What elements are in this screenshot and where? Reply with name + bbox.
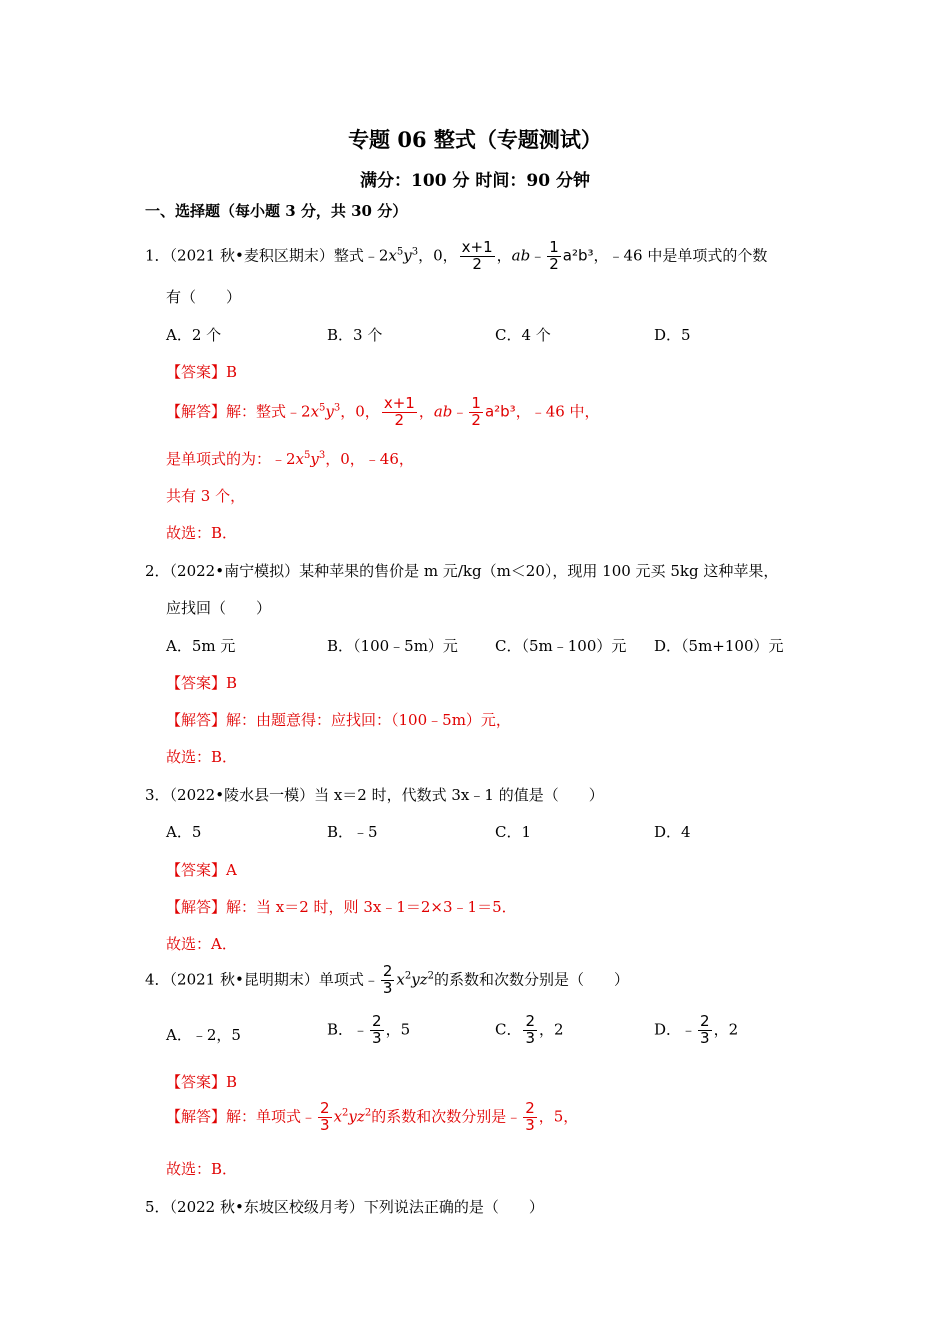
solution-3: 【解答】解：当 x＝2 时，则 3x﹣1＝2×3﹣1＝5． — [166, 898, 517, 916]
option-c: C．1 — [495, 823, 532, 841]
solution-2-line2: 故选：B． — [166, 748, 238, 766]
answer-3: 【答案】A — [166, 861, 237, 879]
option-a: A．﹣2，5 — [166, 1026, 241, 1044]
option-a: A．5m 元 — [166, 637, 236, 655]
page-subtitle: 满分：100 分 时间：90 分钟 — [360, 171, 590, 191]
question-3: 3．（2022•陵水县一模）当 x＝2 时，代数式 3x﹣1 的值是（ ） — [145, 786, 604, 804]
option-a: A．2 个 — [166, 326, 222, 344]
option-d: D．﹣ $\frac{2}{3}$ ，2 — [654, 1012, 739, 1047]
option-b: B．﹣ $\frac{2}{3}$ ，5 — [327, 1012, 411, 1047]
solution-4-line2: 故选：B． — [166, 1160, 238, 1178]
option-c: C．4 个 — [495, 326, 551, 344]
section-heading: 一、选择题（每小题 3 分，共 30 分） — [145, 202, 408, 220]
option-a: A．5 — [166, 823, 202, 841]
answer-2: 【答案】B — [166, 674, 238, 692]
fraction: $\frac{1}{2}$ — [549, 238, 559, 273]
option-c: C． $\frac{2}{3}$ ，2 — [495, 1012, 564, 1047]
option-d: D．（5m+100）元 — [654, 637, 784, 655]
question-2-line2: 应找回（ ） — [166, 599, 272, 617]
fraction: $\frac{2}{3}$ — [320, 1099, 330, 1134]
solution-1-line2: 是单项式的为：$﹣2x^5y^3$，0，﹣46， — [166, 450, 414, 468]
answer-4: 【答案】B — [166, 1073, 238, 1091]
question-4: 4．（2021 秋•昆明期末）单项式﹣ $\frac{2}{3}$ $x^2yz^2$的系数和次数分别是（ ） — [145, 962, 630, 997]
question-5: 5．（2022 秋•东坡区校级月考）下列说法正确的是（ ） — [145, 1198, 544, 1216]
fraction: $\frac{x+1}{2}$ — [461, 238, 493, 273]
answer-1: 【答案】B — [166, 363, 238, 381]
page-title: 专题 06 整式（专题测试） — [348, 127, 602, 152]
option-c: C．（5m﹣100）元 — [495, 637, 627, 655]
solution-4: 【解答】解：单项式﹣ $\frac{2}{3}$ $x^2yz^2$的系数和次数分别是﹣ $\frac{2}{3}$ ，5， — [166, 1099, 579, 1134]
fraction: $\frac{2}{3}$ — [525, 1012, 536, 1047]
question-2: 2．（2022•南宁模拟）某种苹果的售价是 m 元/kg（m＜20），现用 100 元买 5kg 这种苹果， — [145, 562, 779, 580]
fraction: $\frac{2}{3}$ — [372, 1012, 382, 1047]
fraction: $\frac{1}{2}$ — [471, 394, 481, 429]
option-b: B．﹣5 — [327, 823, 378, 841]
option-b: B．（100﹣5m）元 — [327, 637, 458, 655]
fraction: $\frac{2}{3}$ — [700, 1012, 710, 1047]
solution-1-line4: 故选：B． — [166, 524, 238, 542]
fraction: $\frac{x+1}{2}$ — [383, 394, 415, 429]
solution-1: 【解答】解：整式$﹣2x^5y^3$，0， $\frac{x+1}{2}$ ，ab﹣ $\frac{1}{2}$ a²b³，﹣46 中， — [166, 394, 600, 429]
solution-2: 【解答】解：由题意得：应找回：（100﹣5m）元， — [166, 711, 511, 729]
fraction: $\frac{2}{3}$ — [382, 962, 393, 997]
option-b: B．3 个 — [327, 326, 383, 344]
option-d: D．4 — [654, 823, 691, 841]
option-d: D．5 — [654, 326, 691, 344]
solution-3-line2: 故选：A． — [166, 935, 237, 953]
question-1-line2: 有（ ） — [166, 288, 242, 306]
solution-1-line3: 共有 3 个， — [166, 487, 246, 505]
fraction: $\frac{2}{3}$ — [525, 1099, 535, 1134]
question-1: 1．（2021 秋•麦积区期末）整式$﹣2x^5y^3$，0， $\frac{x+1}{2}$ ，ab﹣ $\frac{1}{2}$ a²b³，﹣46 中是单项式的个数 — [145, 238, 768, 273]
